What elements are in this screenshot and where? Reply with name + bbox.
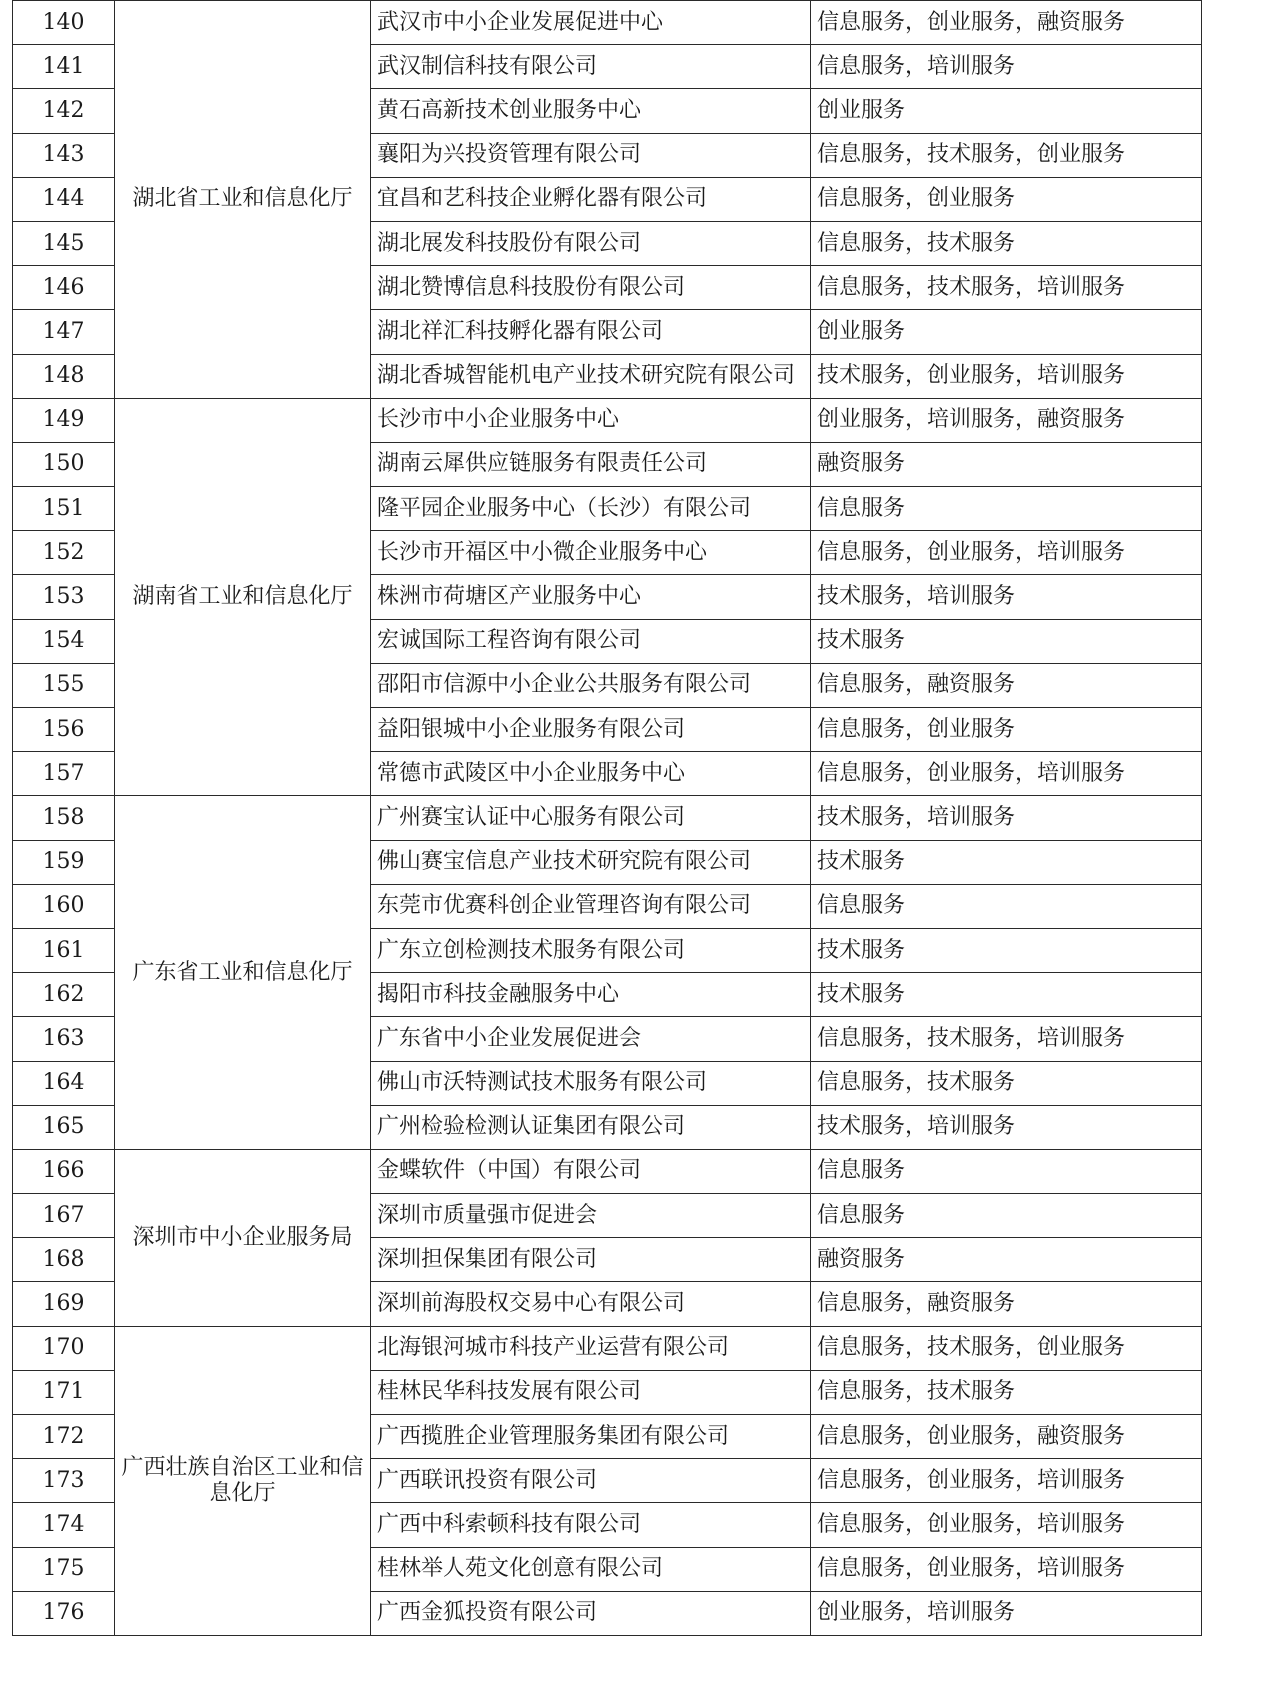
row-number: 149 [13, 398, 115, 442]
service-types: 技术服务 [811, 928, 1202, 972]
row-number: 167 [13, 1194, 115, 1238]
organization-name: 常德市武陵区中小企业服务中心 [371, 752, 811, 796]
service-types: 融资服务 [811, 442, 1202, 486]
row-number: 176 [13, 1591, 115, 1635]
organization-name: 湖北展发科技股份有限公司 [371, 221, 811, 265]
organization-name: 桂林民华科技发展有限公司 [371, 1370, 811, 1414]
organization-name: 广东省中小企业发展促进会 [371, 1017, 811, 1061]
service-types: 技术服务 [811, 840, 1202, 884]
service-types: 技术服务，创业服务，培训服务 [811, 354, 1202, 398]
department-cell: 深圳市中小企业服务局 [115, 1149, 371, 1326]
organization-name: 东莞市优赛科创企业管理咨询有限公司 [371, 884, 811, 928]
service-types: 信息服务 [811, 1194, 1202, 1238]
organization-name: 桂林举人苑文化创意有限公司 [371, 1547, 811, 1591]
table-row [13, 398, 1202, 442]
service-types: 信息服务，创业服务，融资服务 [811, 1415, 1202, 1459]
row-number: 158 [13, 796, 115, 840]
department-cell: 湖南省工业和信息化厅 [115, 398, 371, 796]
row-number: 168 [13, 1238, 115, 1282]
organization-name: 佛山市沃特测试技术服务有限公司 [371, 1061, 811, 1105]
service-types: 信息服务，技术服务，培训服务 [811, 1017, 1202, 1061]
organization-name: 宏诚国际工程咨询有限公司 [371, 619, 811, 663]
organization-name: 广西中科索顿科技有限公司 [371, 1503, 811, 1547]
row-number: 163 [13, 1017, 115, 1061]
service-types: 创业服务，培训服务，融资服务 [811, 398, 1202, 442]
organization-name: 长沙市中小企业服务中心 [371, 398, 811, 442]
row-number: 147 [13, 310, 115, 354]
row-number: 156 [13, 708, 115, 752]
table-row [13, 1149, 1202, 1193]
service-types: 创业服务，培训服务 [811, 1591, 1202, 1635]
table-row [13, 1326, 1202, 1370]
organization-name: 长沙市开福区中小微企业服务中心 [371, 531, 811, 575]
row-number: 144 [13, 177, 115, 221]
organization-name: 北海银河城市科技产业运营有限公司 [371, 1326, 811, 1370]
row-number: 164 [13, 1061, 115, 1105]
service-types: 信息服务 [811, 884, 1202, 928]
service-types: 技术服务，培训服务 [811, 575, 1202, 619]
row-number: 169 [13, 1282, 115, 1326]
service-institution-table [12, 0, 1202, 1636]
organization-name: 广州赛宝认证中心服务有限公司 [371, 796, 811, 840]
organization-name: 广西金狐投资有限公司 [371, 1591, 811, 1635]
service-types: 信息服务，创业服务，融资服务 [811, 1, 1202, 45]
organization-name: 湖北香城智能机电产业技术研究院有限公司 [371, 354, 811, 398]
row-number: 172 [13, 1415, 115, 1459]
row-number: 140 [13, 1, 115, 45]
row-number: 142 [13, 89, 115, 133]
service-types: 信息服务 [811, 1149, 1202, 1193]
service-types: 融资服务 [811, 1238, 1202, 1282]
organization-name: 深圳担保集团有限公司 [371, 1238, 811, 1282]
service-types: 信息服务，创业服务，培训服务 [811, 1547, 1202, 1591]
row-number: 160 [13, 884, 115, 928]
service-types: 信息服务，创业服务 [811, 708, 1202, 752]
department-cell: 湖北省工业和信息化厅 [115, 1, 371, 399]
service-types: 信息服务，技术服务，创业服务 [811, 133, 1202, 177]
service-types: 信息服务，技术服务，培训服务 [811, 266, 1202, 310]
service-types: 信息服务 [811, 487, 1202, 531]
table-body [13, 1, 1202, 1636]
service-types: 信息服务，技术服务 [811, 1370, 1202, 1414]
service-types: 信息服务，技术服务，创业服务 [811, 1326, 1202, 1370]
service-types: 信息服务，创业服务 [811, 177, 1202, 221]
row-number: 166 [13, 1149, 115, 1193]
row-number: 153 [13, 575, 115, 619]
row-number: 159 [13, 840, 115, 884]
service-types: 信息服务，融资服务 [811, 663, 1202, 707]
row-number: 170 [13, 1326, 115, 1370]
organization-name: 邵阳市信源中小企业公共服务有限公司 [371, 663, 811, 707]
row-number: 150 [13, 442, 115, 486]
organization-name: 黄石高新技术创业服务中心 [371, 89, 811, 133]
row-number: 151 [13, 487, 115, 531]
service-types: 信息服务，创业服务，培训服务 [811, 752, 1202, 796]
row-number: 154 [13, 619, 115, 663]
organization-name: 深圳市质量强市促进会 [371, 1194, 811, 1238]
organization-name: 益阳银城中小企业服务有限公司 [371, 708, 811, 752]
service-types: 信息服务，技术服务 [811, 1061, 1202, 1105]
row-number: 146 [13, 266, 115, 310]
service-types: 技术服务 [811, 973, 1202, 1017]
organization-name: 广州检验检测认证集团有限公司 [371, 1105, 811, 1149]
organization-name: 湖南云犀供应链服务有限责任公司 [371, 442, 811, 486]
row-number: 145 [13, 221, 115, 265]
organization-name: 广西揽胜企业管理服务集团有限公司 [371, 1415, 811, 1459]
service-types: 技术服务，培训服务 [811, 796, 1202, 840]
service-types: 创业服务 [811, 89, 1202, 133]
row-number: 173 [13, 1459, 115, 1503]
department-cell: 广东省工业和信息化厅 [115, 796, 371, 1150]
row-number: 175 [13, 1547, 115, 1591]
service-types: 信息服务，技术服务 [811, 221, 1202, 265]
organization-name: 深圳前海股权交易中心有限公司 [371, 1282, 811, 1326]
row-number: 174 [13, 1503, 115, 1547]
organization-name: 襄阳为兴投资管理有限公司 [371, 133, 811, 177]
row-number: 152 [13, 531, 115, 575]
organization-name: 广东立创检测技术服务有限公司 [371, 928, 811, 972]
service-types: 信息服务，创业服务，培训服务 [811, 531, 1202, 575]
organization-name: 湖北祥汇科技孵化器有限公司 [371, 310, 811, 354]
row-number: 141 [13, 45, 115, 89]
row-number: 157 [13, 752, 115, 796]
table-row [13, 796, 1202, 840]
service-types: 信息服务，培训服务 [811, 45, 1202, 89]
organization-name: 佛山赛宝信息产业技术研究院有限公司 [371, 840, 811, 884]
row-number: 165 [13, 1105, 115, 1149]
row-number: 162 [13, 973, 115, 1017]
organization-name: 湖北赞博信息科技股份有限公司 [371, 266, 811, 310]
organization-name: 株洲市荷塘区产业服务中心 [371, 575, 811, 619]
service-types: 创业服务 [811, 310, 1202, 354]
organization-name: 广西联讯投资有限公司 [371, 1459, 811, 1503]
service-types: 信息服务，融资服务 [811, 1282, 1202, 1326]
organization-name: 揭阳市科技金融服务中心 [371, 973, 811, 1017]
row-number: 148 [13, 354, 115, 398]
organization-name: 金蝶软件（中国）有限公司 [371, 1149, 811, 1193]
organization-name: 隆平园企业服务中心（长沙）有限公司 [371, 487, 811, 531]
table-row [13, 1, 1202, 45]
department-cell: 广西壮族自治区工业和信息化厅 [115, 1326, 371, 1635]
service-types: 信息服务，创业服务，培训服务 [811, 1503, 1202, 1547]
service-types: 信息服务，创业服务，培训服务 [811, 1459, 1202, 1503]
organization-name: 宜昌和艺科技企业孵化器有限公司 [371, 177, 811, 221]
service-types: 技术服务 [811, 619, 1202, 663]
row-number: 171 [13, 1370, 115, 1414]
row-number: 155 [13, 663, 115, 707]
row-number: 161 [13, 928, 115, 972]
organization-name: 武汉制信科技有限公司 [371, 45, 811, 89]
service-types: 技术服务，培训服务 [811, 1105, 1202, 1149]
row-number: 143 [13, 133, 115, 177]
organization-name: 武汉市中小企业发展促进中心 [371, 1, 811, 45]
